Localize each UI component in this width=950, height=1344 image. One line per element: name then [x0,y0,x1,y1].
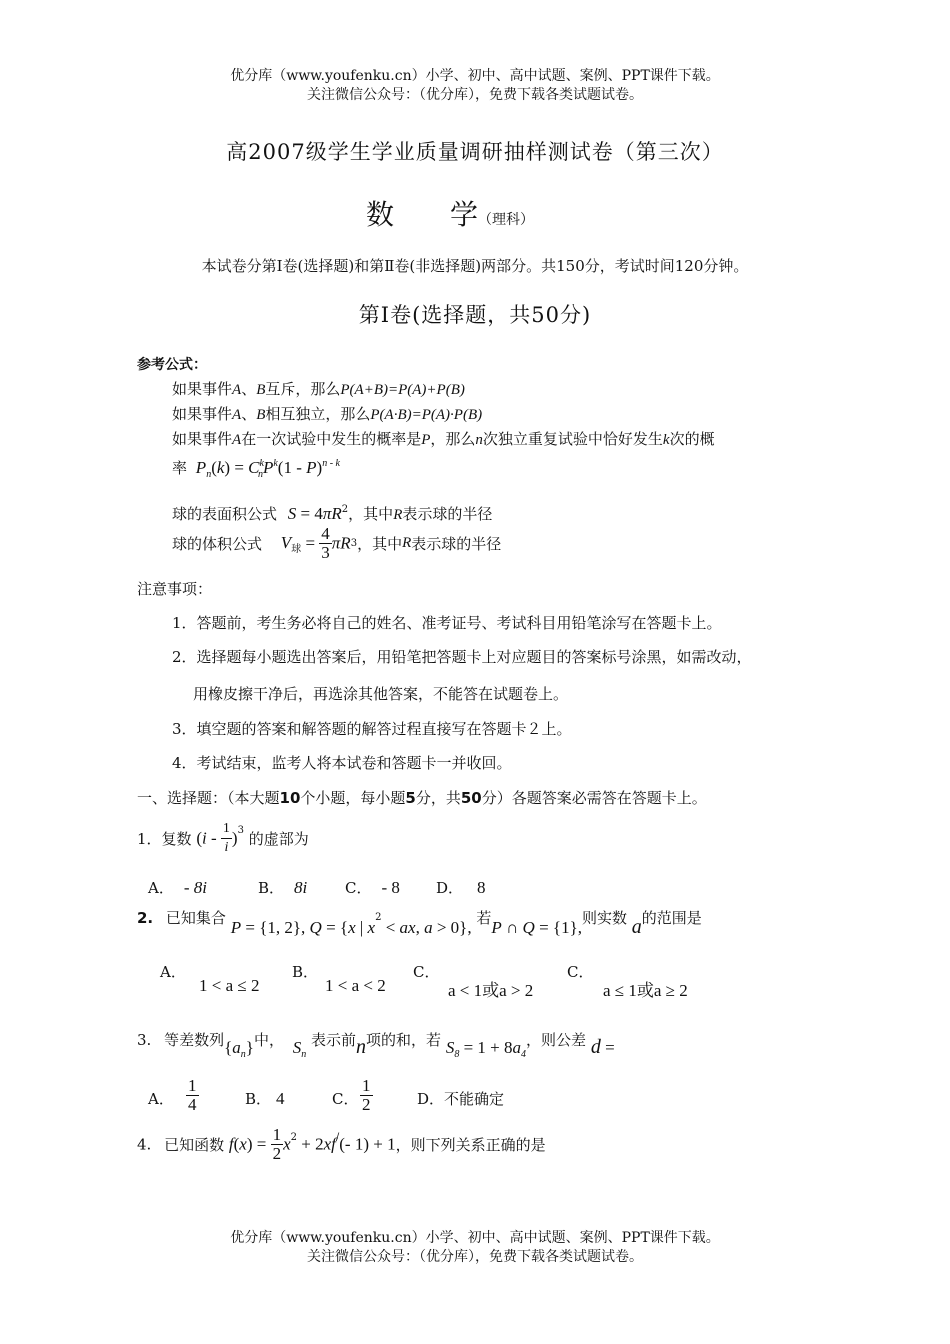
q2-num: 2. [137,909,154,927]
q2-option-b-value: 1 < a < 2 [325,976,386,995]
f1-b: B [256,382,266,398]
subject-note: （理科） [478,212,535,228]
q3-d-label: D． [417,1090,445,1108]
q3-c: 表示前 [311,1031,357,1049]
note-3: 3．填空题的答案和解答题的解答过程直接写在答题卡２上。 [172,720,572,738]
s1-c: 个小题，每小题 [300,789,406,807]
f1-sep: 、 [241,380,257,398]
header-line-2: 关注微信公众号：（优分库），免费下载各类试题试卷。 [307,87,643,103]
q1-c-value: - 8 [381,878,400,897]
q1-a-label: A． [148,879,174,897]
s1-f: 50 [460,789,482,807]
f1-text2: 互斥，那么 [265,380,341,398]
q3-option-d [417,1088,504,1109]
s1-a: 一、选择题：（本大题 [137,789,280,807]
f5-text: 球的体积公式 [172,535,263,553]
q1-b-label: B． [258,879,285,897]
f2-a: A [232,407,242,423]
f4-r: R [393,507,403,523]
q1-d-label: D． [436,879,464,897]
q2-a: 已知集合 [165,909,226,927]
q4-a: 已知函数 [164,1136,225,1154]
s1-b: 10 [279,789,301,807]
q3-option-b-value: 4 [276,1089,285,1108]
f3-text2: 在一次试验中发生的概率是 [241,430,422,448]
f1-text: 如果事件 [172,380,233,398]
f3-text4: 次独立重复试验中恰好发生 [482,430,663,448]
f2-b: B [256,407,266,423]
header-line-1: 优分库（www.youfenku.cn）小学、初中、高中试题、案例、PPT课件下载。 [230,68,720,84]
q2-c: 则实数 [582,909,628,927]
f3-text6: 率 [172,459,188,477]
q4-num: 4. [137,1135,152,1154]
f3-text: 如果事件 [172,430,233,448]
q1-option-a [148,877,207,898]
intro-text: 本试卷分第Ⅰ卷(选择题)和第Ⅱ卷(非选择题)两部分。共150分，考试时间120分钟。 [201,257,749,275]
f1-a: A [232,382,242,398]
q3-d: 项的和，若 [366,1031,442,1049]
question-3: 3. 等差数列$\{a_n\}$中， $S_n$ 表示前n项的和，若 $S_8 = 1 + 8a_4$，则公差 d = [137,1031,615,1060]
q2-d: 的范围是 [641,909,702,927]
q4-b: ，则下列关系正确的是 [395,1136,546,1154]
s1-g: 分）各题答案必需答在答题卡上。 [481,789,707,807]
f2-sep: 、 [241,405,257,423]
f3-a: A [232,432,242,448]
note-2: 2．选择题每小题选出答案后，用铅笔把答题卡上对应题目的答案标号涂黑，如需改动， [172,648,752,666]
s1-e: 分，共 [415,789,461,807]
q1-a-value: - 8i [183,878,207,897]
f5-text3: 表示球的半径 [411,535,502,553]
q3-e: ，则公差 [526,1031,587,1049]
q2-option-d-label: C． [567,963,594,981]
f3-p: P [421,432,431,448]
q3-a: 等差数列 [164,1031,225,1049]
q1-c-label: C． [345,879,372,897]
formula-binomial: 率 $P_n(k) = C^k_nP^k(1 - P)^{n - k}$ [172,458,340,480]
footer-line-2: 关注微信公众号：（优分库），免费下载各类试题试卷。 [307,1249,643,1265]
q3-option-c-label: C． [332,1090,359,1108]
subject-title: 数 学 [366,198,479,231]
q2-option-a-value: 1 < a ≤ 2 [199,976,260,995]
formula-exclusive [172,378,465,399]
f3-text3: ，那么 [430,430,476,448]
f4-text: 球的表面积公式 [172,505,278,523]
q1-option-b [258,877,307,898]
section-1-heading [137,787,707,808]
q3-option-a-label: A． [148,1090,174,1108]
q2-b: 若 [476,909,492,927]
q3-option-c-value: $\frac{1}{2}$ [362,1076,371,1114]
f4-text3: 表示球的半径 [402,505,493,523]
formula-sphere-volume: 球的体积公式 $V_球$ = $\frac{4}{3}$ πR3，其中R表示球的半径 [172,524,502,562]
formula-independent [172,403,482,424]
f2-formula: P(A·B)=P(A)·P(B) [370,407,483,423]
f3-k: k [662,432,670,448]
f2-text2: 相互独立，那么 [265,405,371,423]
formula-sphere-area: 球的表面积公式 $S = 4\pi R^2$，其中R表示球的半径 [172,504,493,523]
s1-d: 5 [405,789,416,807]
q2-option-d-value: a ≤ 1或a ≥ 2 [603,981,688,1000]
f1-formula: P(A+B)=P(A)+P(B) [340,382,465,398]
q1-tail: 的虚部为 [248,830,309,848]
q1-option-c [345,877,400,898]
q3-option-a-value: $\frac{1}{4}$ [188,1076,197,1114]
q3-d-value: 不能确定 [444,1090,505,1108]
q1-d-value: 8 [477,878,486,897]
note-2b: 用橡皮擦干净后，再选涂其他答案，不能答在试题卷上。 [193,685,569,703]
part1-title: 第Ⅰ卷(选择题，共50分) [358,303,592,327]
formulas-heading: 参考公式： [137,357,207,373]
q1-num: 1．复数 [137,830,192,848]
footer-line-1: 优分库（www.youfenku.cn）小学、初中、高中试题、案例、PPT课件下载。 [230,1230,720,1246]
f3-text5: 次的概 [669,430,715,448]
question-4: 4. 已知函数 f(x) = $\frac{1}{2}$ $x^2 + 2xf^/(-$ 1) + 1，则下列关系正确的是 [137,1125,546,1163]
q3-option-b-label: B． [245,1090,272,1108]
f5-text2: ，其中 [357,535,403,553]
f2-text: 如果事件 [172,405,233,423]
f4-text2: ，其中 [348,505,394,523]
q3-b: 中， [253,1031,284,1049]
f5-r: R [402,535,412,551]
subject-heading [366,193,534,233]
q2-option-c-value: a < 1或a > 2 [448,981,534,1000]
formula-binomial-text [172,428,715,449]
question-2: 2. 已知集合 P = {1, 2}, Q = {x | $x^2$ < ax, a > 0}, 若P ∩ Q = {1},则实数 a的范围是 [137,909,702,938]
notes-heading: 注意事项： [137,580,213,598]
q2-option-a-label: A． [160,963,186,981]
f3-n: n [475,432,483,448]
note-1: 1．答题前，考生务必将自己的姓名、准考证号、考试科目用铅笔涂写在答题卡上。 [172,614,722,632]
exam-title: 高2007级学生学业质量调研抽样测试卷（第三次） [226,140,724,164]
question-1: 1．复数 (i - $\frac{1}{i}$ )$^3$ 的虚部为 [137,821,309,855]
q3-num: 3. [137,1031,152,1049]
q2-option-b-label: B． [292,963,319,981]
note-4: 4．考试结束，监考人将本试卷和答题卡一并收回。 [172,754,512,772]
q2-option-c-label: C． [413,963,440,981]
q1-option-d [436,877,486,898]
q1-b-value: 8i [294,878,308,897]
